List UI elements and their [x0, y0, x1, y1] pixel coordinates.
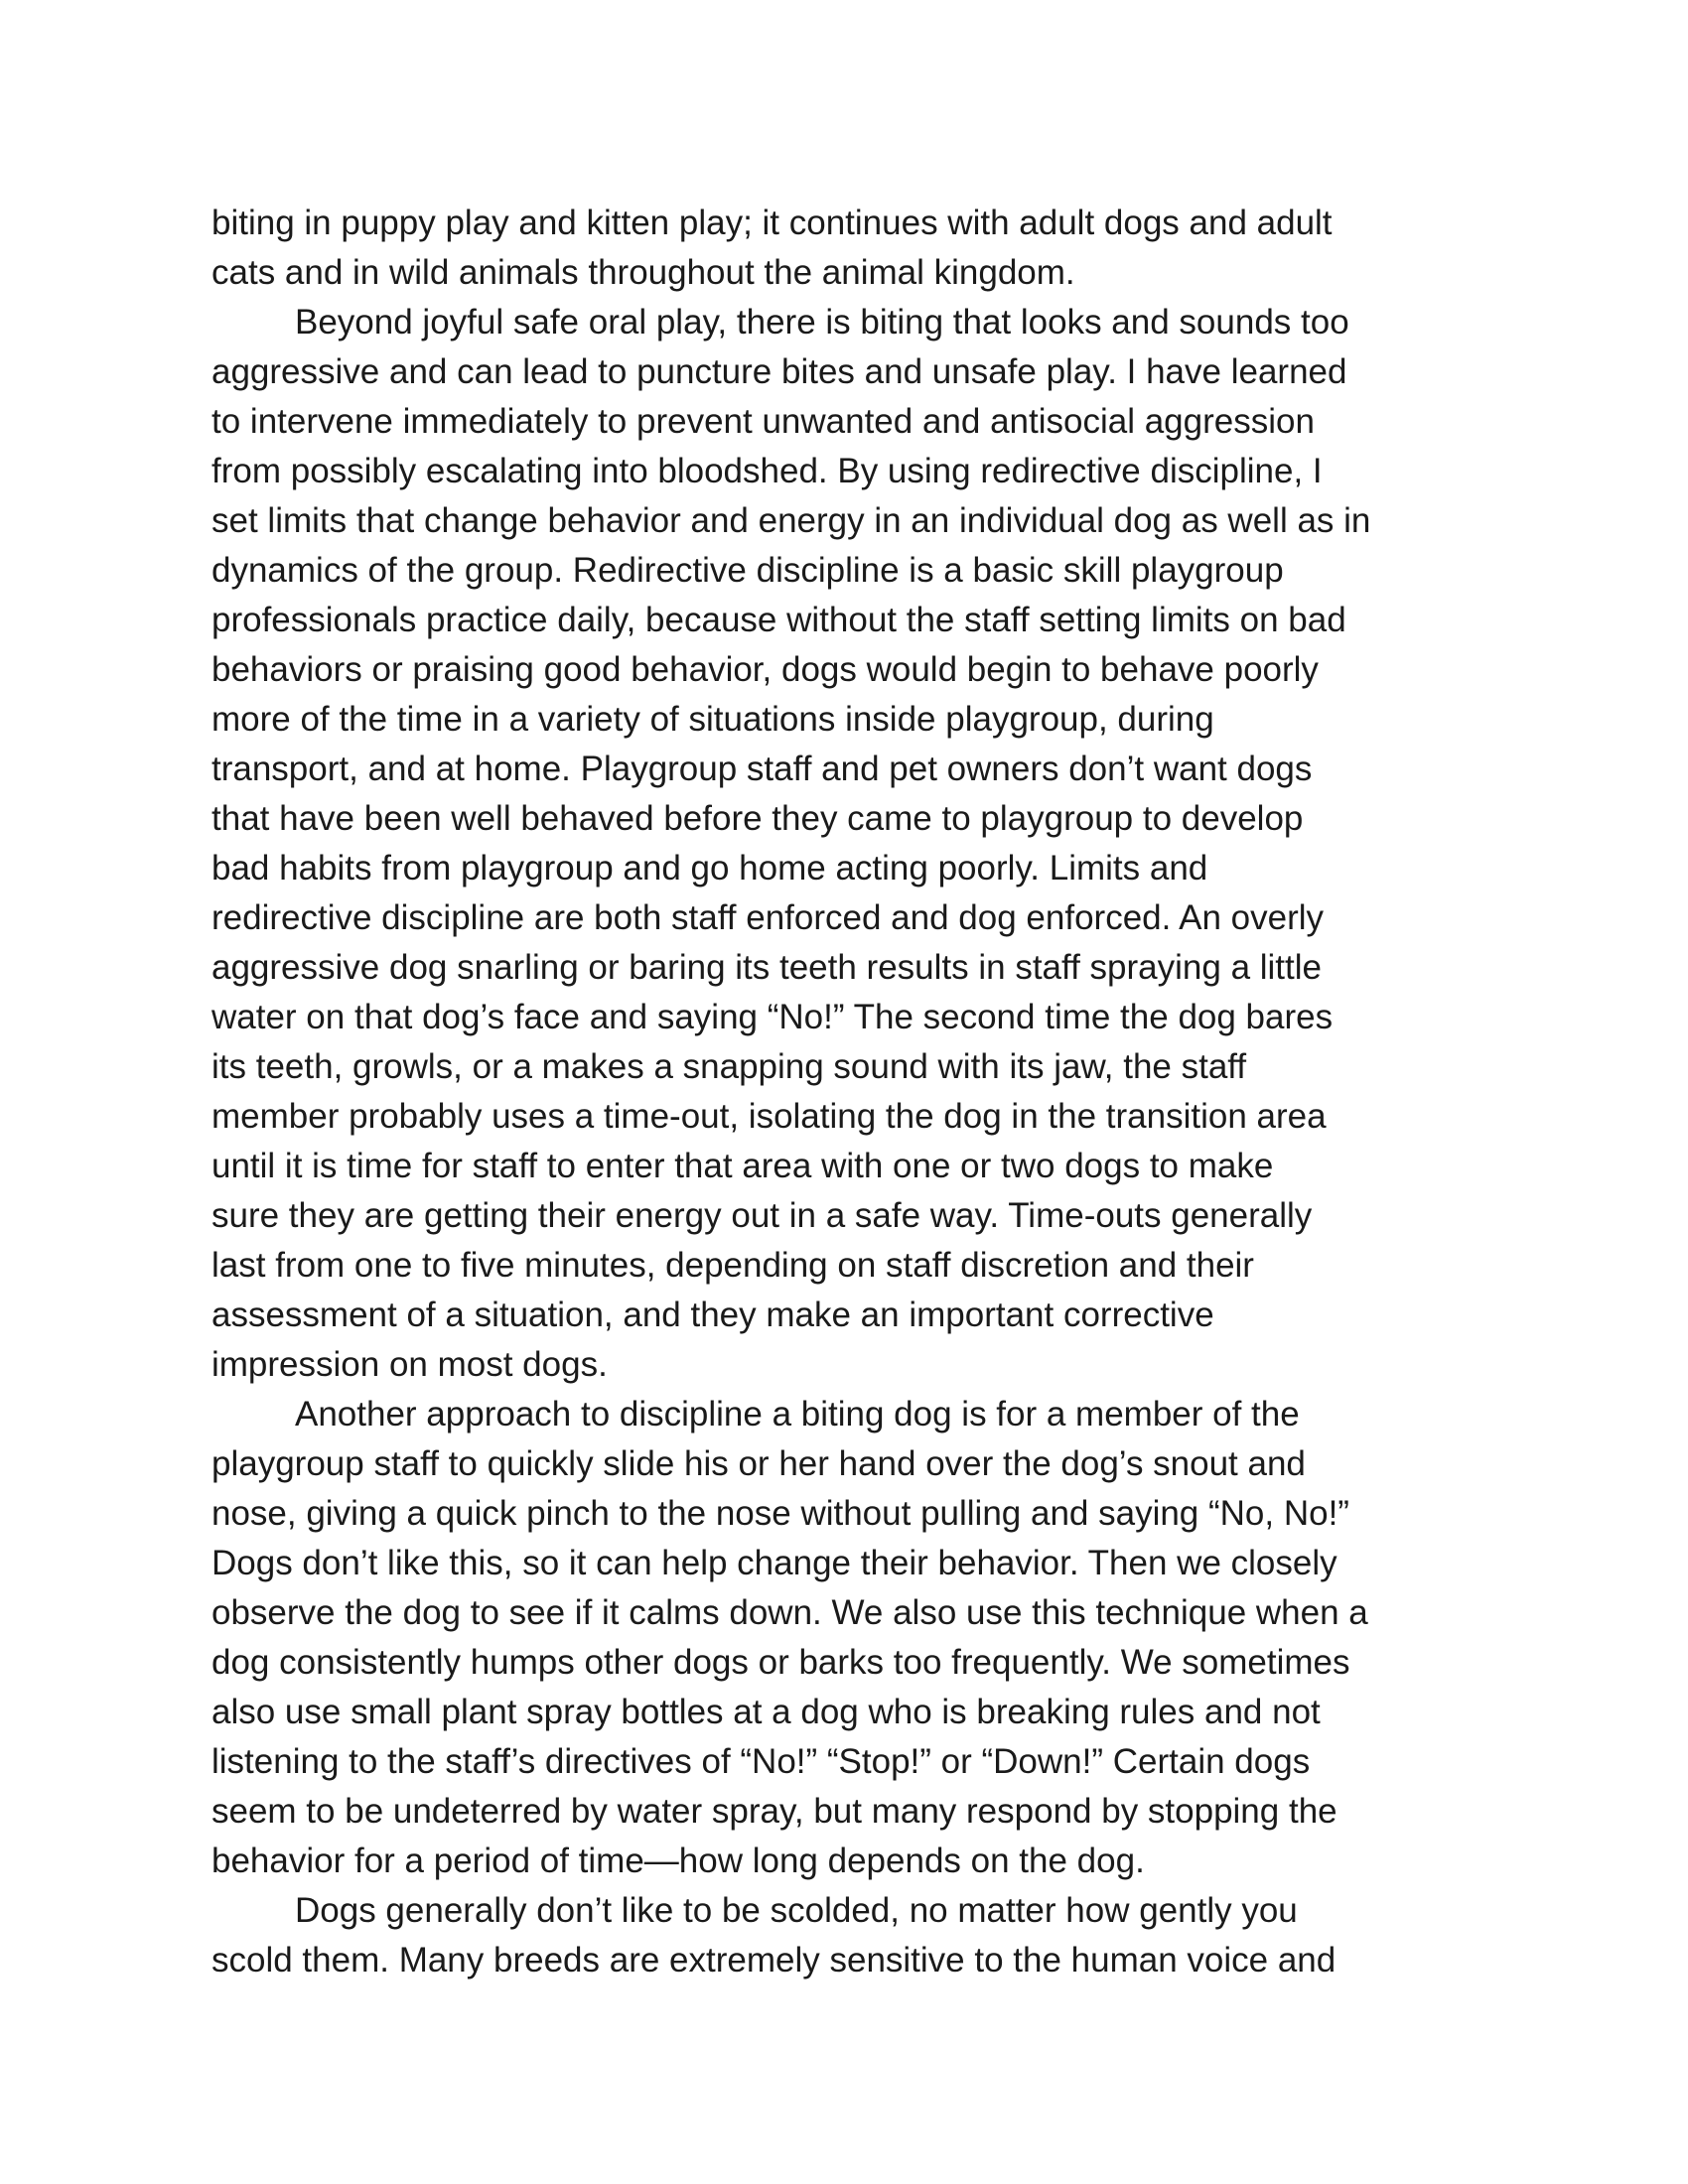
text-line: behaviors or praising good behavior, dogs would begin to behave poorly [211, 650, 1319, 689]
text-line: dynamics of the group. Redirective discipline is a basic skill playgroup [211, 551, 1284, 590]
text-line: redirective discipline are both staff enforced and dog enforced. An overly [211, 898, 1325, 937]
text-line: cats and in wild animals throughout the animal kingdom. [211, 253, 1075, 292]
text-line: listening to the staff’s directives of “No!” “Stop!” or “Down!” Certain dogs [211, 1742, 1311, 1781]
text-line: professionals practice daily, because without the staff setting limits on bad [211, 601, 1346, 639]
text-line: biting in puppy play and kitten play; it continues with adult dogs and adult [211, 204, 1333, 242]
text-line: assessment of a situation, and they make an important corrective [211, 1296, 1214, 1334]
text-line: dog consistently humps other dogs or barks too frequently. We sometimes [211, 1643, 1350, 1682]
paragraph-first-line: Beyond joyful safe oral play, there is biting that looks and sounds too [295, 303, 1349, 341]
text-line: observe the dog to see if it calms down. We also use this technique when a [211, 1593, 1368, 1632]
text-line: nose, giving a quick pinch to the nose without pulling and saying “No, No!” [211, 1494, 1349, 1533]
paragraph-first-line: Dogs generally don’t like to be scolded, no matter how gently you [295, 1891, 1298, 1930]
text-line: to intervene immediately to prevent unwanted and antisocial aggression [211, 402, 1315, 441]
text-line: member probably uses a time-out, isolating the dog in the transition area [211, 1097, 1327, 1136]
text-line: transport, and at home. Playgroup staff and pet owners don’t want dogs [211, 750, 1313, 788]
text-line: water on that dog’s face and saying “No!” The second time the dog bares [211, 998, 1334, 1036]
text-line: set limits that change behavior and energy in an individual dog as well as in [211, 501, 1371, 540]
text-line: behavior for a period of time—how long depends on the dog. [211, 1842, 1145, 1880]
text-line: Dogs don’t like this, so it can help change their behavior. Then we closely [211, 1544, 1337, 1582]
body-text [211, 199, 1502, 1985]
text-line: seem to be undeterred by water spray, but many respond by stopping the [211, 1792, 1337, 1831]
text-line: that have been well behaved before they came to playgroup to develop [211, 799, 1304, 838]
text-line: aggressive and can lead to puncture bites and unsafe play. I have learned [211, 352, 1347, 391]
text-line: also use small plant spray bottles at a dog who is breaking rules and not [211, 1693, 1321, 1731]
text-line: scold them. Many breeds are extremely sensitive to the human voice and [211, 1941, 1336, 1979]
text-line: bad habits from playgroup and go home acting poorly. Limits and [211, 849, 1208, 887]
text-line: more of the time in a variety of situations inside playgroup, during [211, 700, 1214, 739]
text-line: sure they are getting their energy out in a safe way. Time-outs generally [211, 1196, 1313, 1235]
text-line: aggressive dog snarling or baring its teeth results in staff spraying a little [211, 948, 1323, 987]
text-line: until it is time for staff to enter that area with one or two dogs to make [211, 1147, 1274, 1185]
paragraph-first-line: Another approach to discipline a biting dog is for a member of the [295, 1395, 1300, 1433]
text-line: impression on most dogs. [211, 1345, 608, 1384]
text-line: last from one to five minutes, depending on staff discretion and their [211, 1246, 1254, 1285]
text-line: playgroup staff to quickly slide his or her hand over the dog’s snout and [211, 1444, 1306, 1483]
text-line: its teeth, growls, or a makes a snapping sound with its jaw, the staff [211, 1047, 1247, 1086]
text-line: from possibly escalating into bloodshed. By using redirective discipline, I [211, 452, 1323, 490]
